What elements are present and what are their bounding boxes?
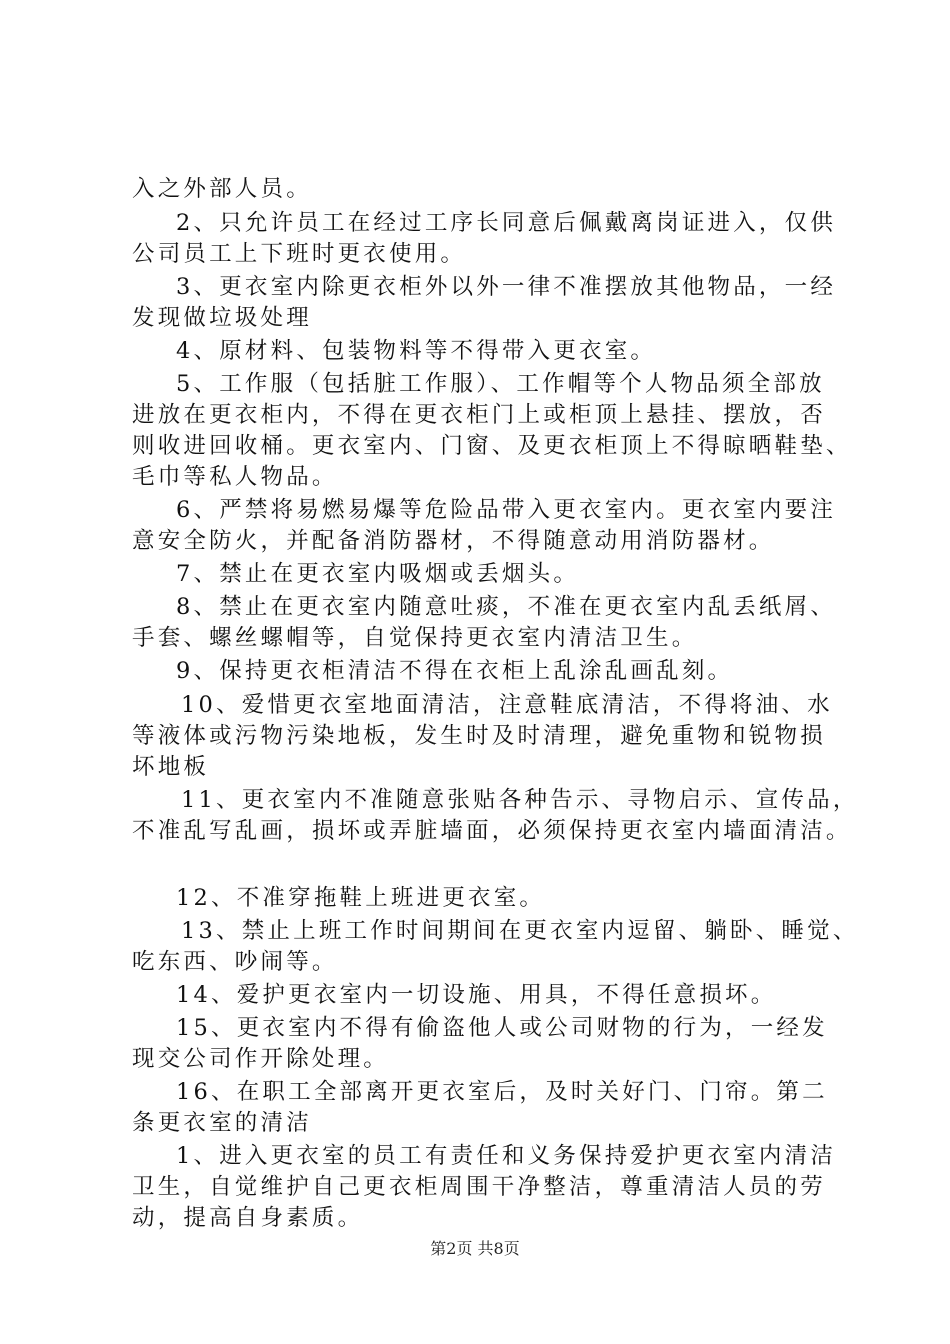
text-line: 现交公司作开除处理。 [132,1046,390,1072]
text-line: 5、工作服（包括脏工作服）、工作帽等个人物品须全部放 [176,371,825,397]
text-line: 4、原材料、包装物料等不得带入更衣室。 [176,338,657,364]
text-line: 15、更衣室内不得有偷盗他人或公司财物的行为，一经发 [176,1015,828,1041]
text-line: 条更衣室的清洁 [132,1110,312,1136]
text-line: 13、禁止上班工作时间期间在更衣室内逗留、躺卧、睡觉、 [181,918,859,944]
text-line: 等液体或污物污染地板，发生时及时清理，避免重物和锐物损 [132,723,826,749]
text-line: 入之外部人员。 [132,176,312,202]
text-line: 毛巾等私人物品。 [132,464,338,490]
text-line: 10、爱惜更衣室地面清洁，注意鞋底清洁，不得将油、水 [181,692,833,718]
text-line: 发现做垃圾处理 [132,305,312,331]
text-line: 卫生，自觉维护自己更衣柜周围干净整洁，尊重清洁人员的劳 [132,1174,826,1200]
text-line: 12、不准穿拖鞋上班进更衣室。 [176,885,546,911]
text-line: 6、严禁将易燃易爆等危险品带入更衣室内。更衣室内要注 [176,497,837,523]
text-line: 14、爱护更衣室内一切设施、用具，不得任意损坏。 [176,982,777,1008]
text-line: 1、进入更衣室的员工有责任和义务保持爱护更衣室内清洁 [176,1143,837,1169]
page-number-footer: 第2页 共8页 [430,1239,520,1258]
text-line: 不准乱写乱画，损坏或弄脏墙面，必须保持更衣室内墙面清洁。 [132,818,852,844]
text-line: 吃东西、吵闹等。 [132,949,338,975]
text-line: 意安全防火，并配备消防器材，不得随意动用消防器材。 [132,528,775,554]
text-line: 公司员工上下班时更衣使用。 [132,241,467,267]
text-line: 11、更衣室内不准随意张贴各种告示、寻物启示、宣传品， [181,787,859,813]
text-line: 手套、螺丝螺帽等，自觉保持更衣室内清洁卫生。 [132,625,698,651]
text-line: 则收进回收桶。更衣室内、门窗、及更衣柜顶上不得晾晒鞋垫、 [132,433,852,459]
text-line: 7、禁止在更衣室内吸烟或丢烟头。 [176,561,580,587]
text-line: 8、禁止在更衣室内随意吐痰，不准在更衣室内乱丢纸屑、 [176,594,837,620]
text-line: 16、在职工全部离开更衣室后，及时关好门、门帘。第二 [176,1079,828,1105]
text-line: 9、保持更衣柜清洁不得在衣柜上乱涂乱画乱刻。 [176,658,734,684]
text-line: 动，提高自身素质。 [132,1205,364,1231]
text-line: 3、更衣室内除更衣柜外以外一律不准摆放其他物品，一经 [176,274,837,300]
text-line: 进放在更衣柜内，不得在更衣柜门上或柜顶上悬挂、摆放，否 [132,402,826,428]
text-line: 2、只允许员工在经过工序长同意后佩戴离岗证进入，仅供 [176,210,837,236]
text-line: 坏地板 [132,754,210,780]
